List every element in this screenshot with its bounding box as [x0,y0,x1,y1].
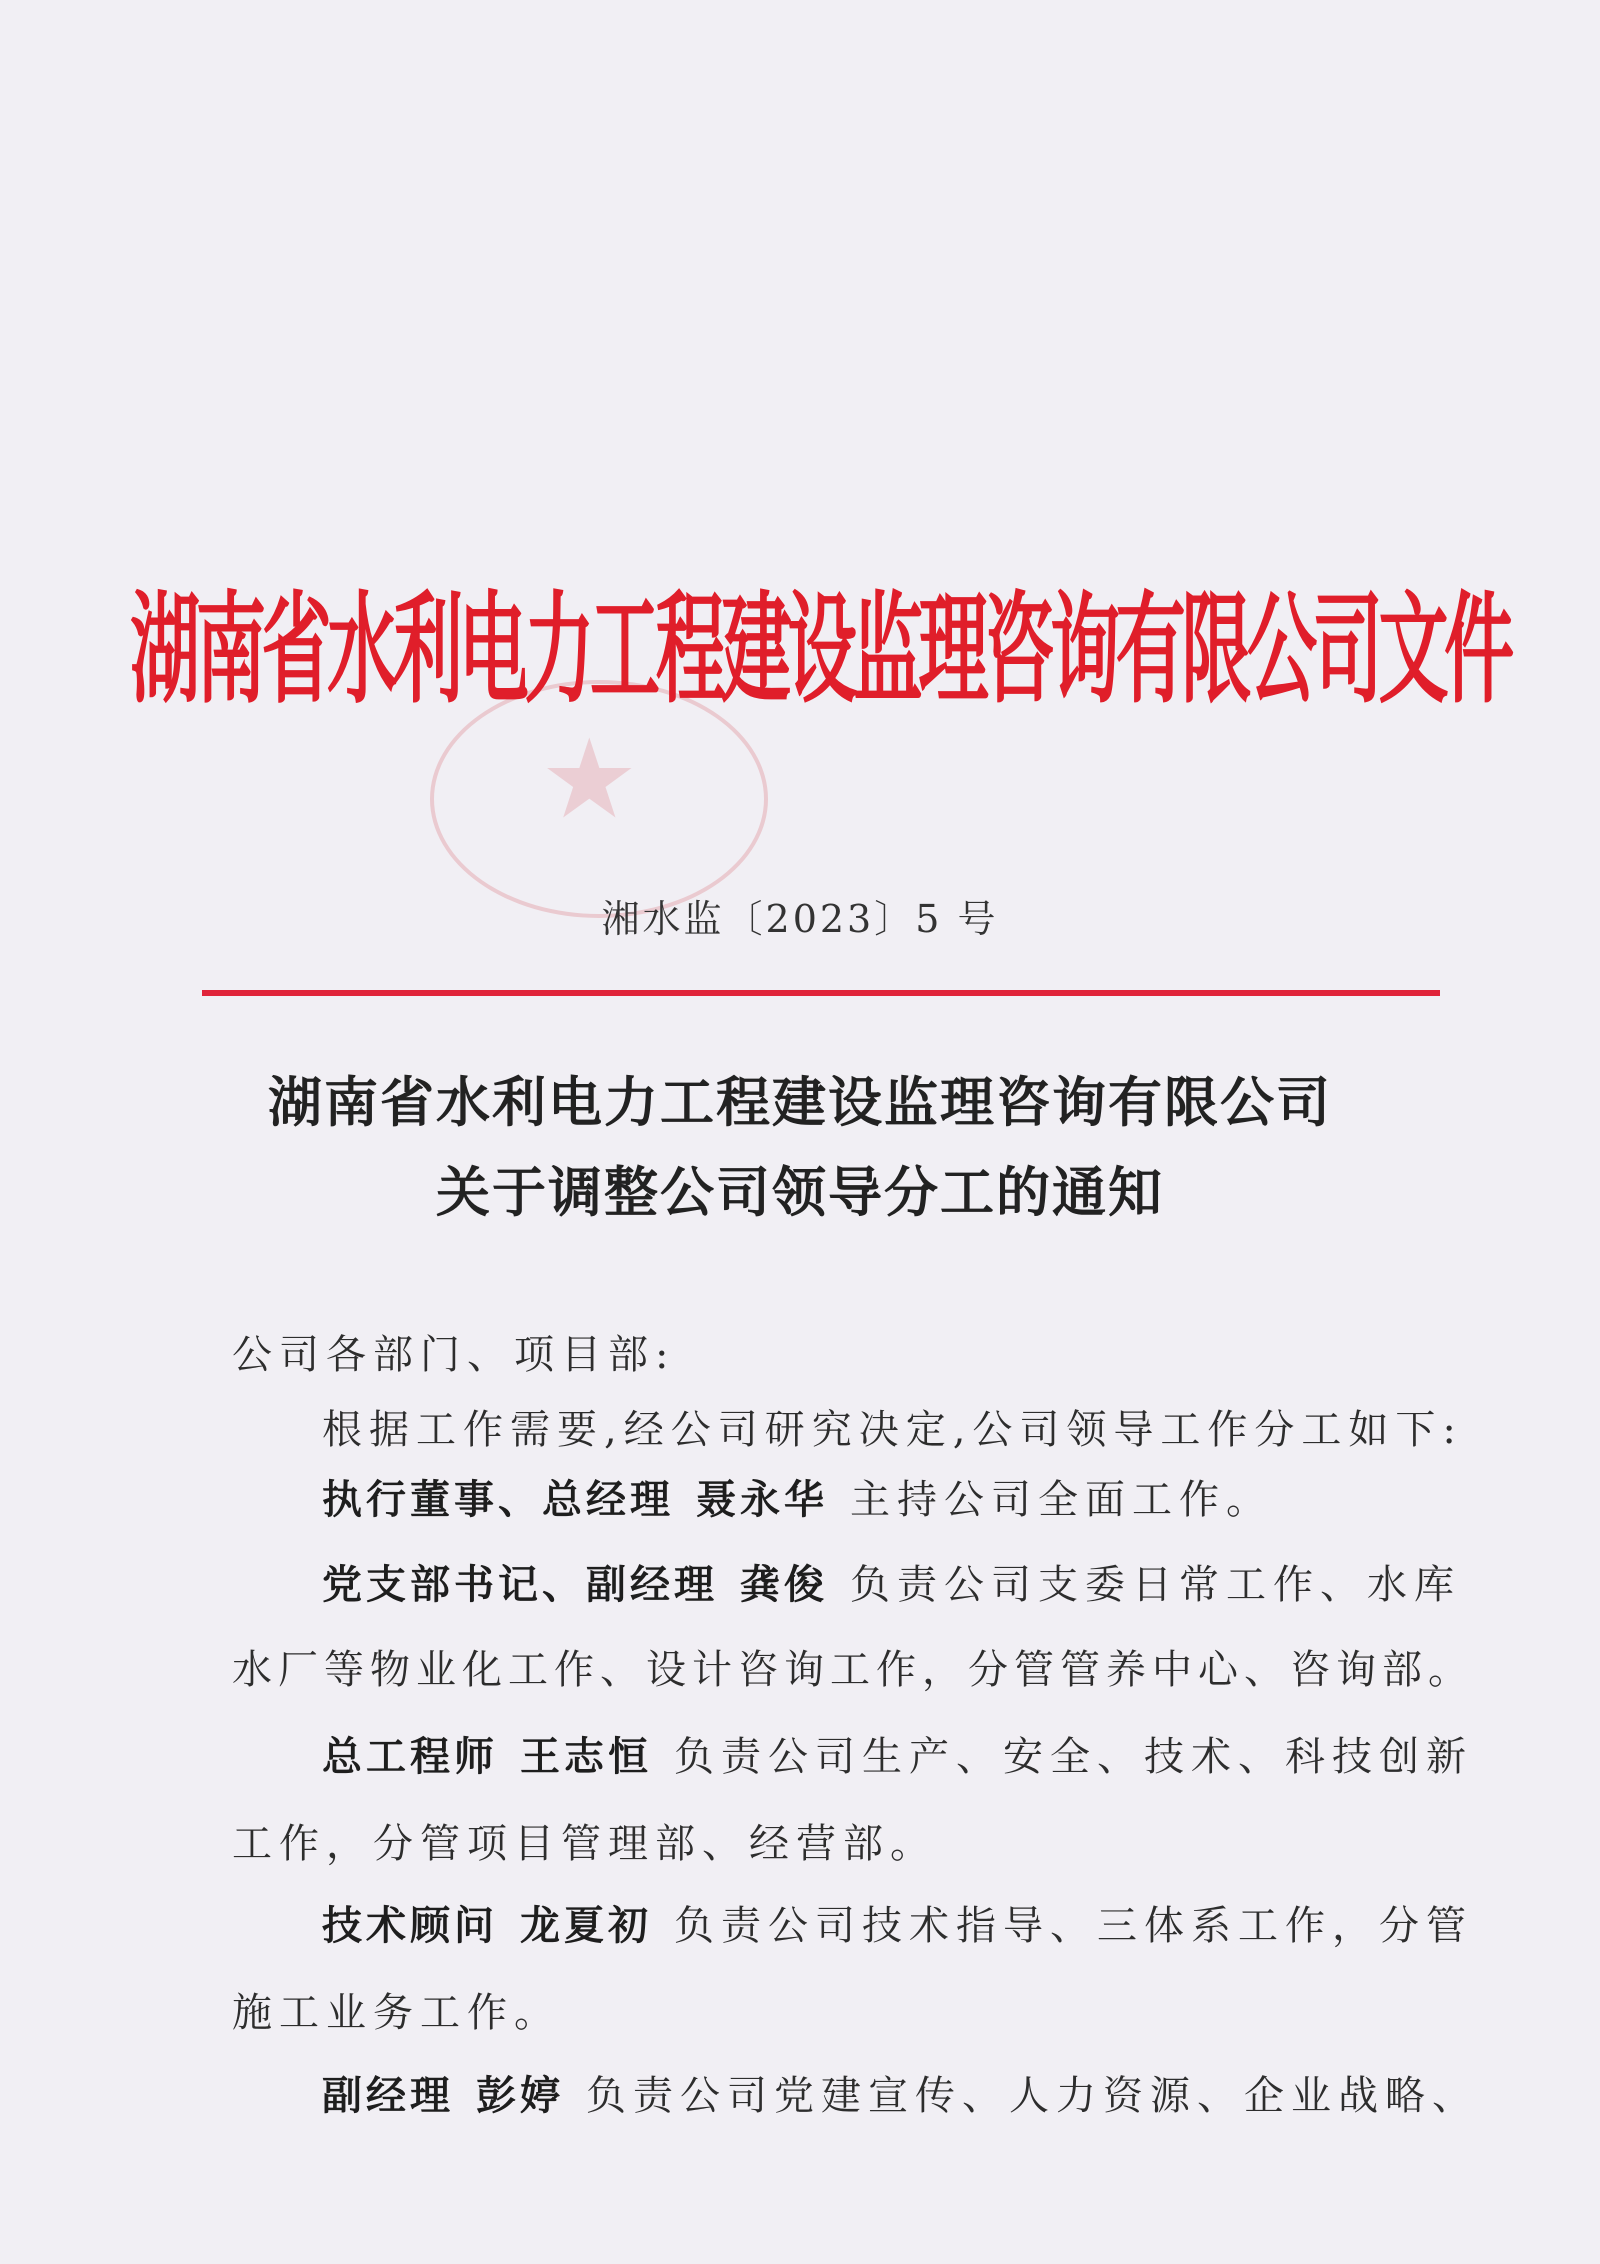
document-header-title [130,560,1510,720]
intro-paragraph: 根据工作需要,经公司研究决定,公司领导工作分工如下: [322,1407,1463,1453]
duty-paragraph-3-cont: 工作，分管项目管理部、经营部。 [232,1821,937,1867]
document-number: 湘水监〔2023〕5 号 [601,897,999,941]
duty-text: 负责公司技术指导、三体系工作，分管 [674,1903,1473,1949]
role-label: 技术顾问 [322,1902,498,1949]
duty-paragraph-5 [322,2072,1479,2119]
role-label: 执行董事、总经理 [322,1476,674,1523]
role-label: 总工程师 [322,1733,498,1780]
seal-star-icon: ★ [540,715,639,843]
issuer-file-title: 湖南省水利电力工程建设监理咨询有限公司文件 [130,579,1510,720]
duty-paragraph-4-cont: 施工业务工作。 [232,1990,561,2036]
leader-name: 王志恒 [520,1733,652,1780]
notice-title-line-2: 关于调整公司领导分工的通知 [436,1160,1164,1224]
duty-paragraph-4 [322,1902,1473,1949]
duty-text: 主持公司全面工作。 [850,1477,1273,1523]
leader-name: 聂永华 [696,1476,828,1523]
salutation: 公司各部门、项目部: [232,1332,676,1378]
duty-text: 负责公司党建宣传、人力资源、企业战略、 [586,2073,1479,2119]
duty-text: 负责公司支委日常工作、水库 [850,1562,1461,1608]
red-divider-rule [202,990,1440,996]
leader-name: 龙夏初 [520,1902,652,1949]
duty-text: 负责公司生产、安全、技术、科技创新 [674,1734,1473,1780]
role-label: 副经理 [322,2072,454,2119]
role-label: 党支部书记、副经理 [322,1561,718,1608]
leader-name: 龚俊 [740,1561,828,1608]
duty-paragraph-1 [322,1476,1273,1523]
duty-paragraph-2-cont: 水厂等物业化工作、设计咨询工作，分管管养中心、咨询部。 [232,1647,1474,1693]
duty-paragraph-3 [322,1733,1473,1780]
notice-title-line-1: 湖南省水利电力工程建设监理咨询有限公司 [268,1070,1332,1134]
duty-paragraph-2 [322,1561,1461,1608]
leader-name: 彭婷 [476,2072,564,2119]
